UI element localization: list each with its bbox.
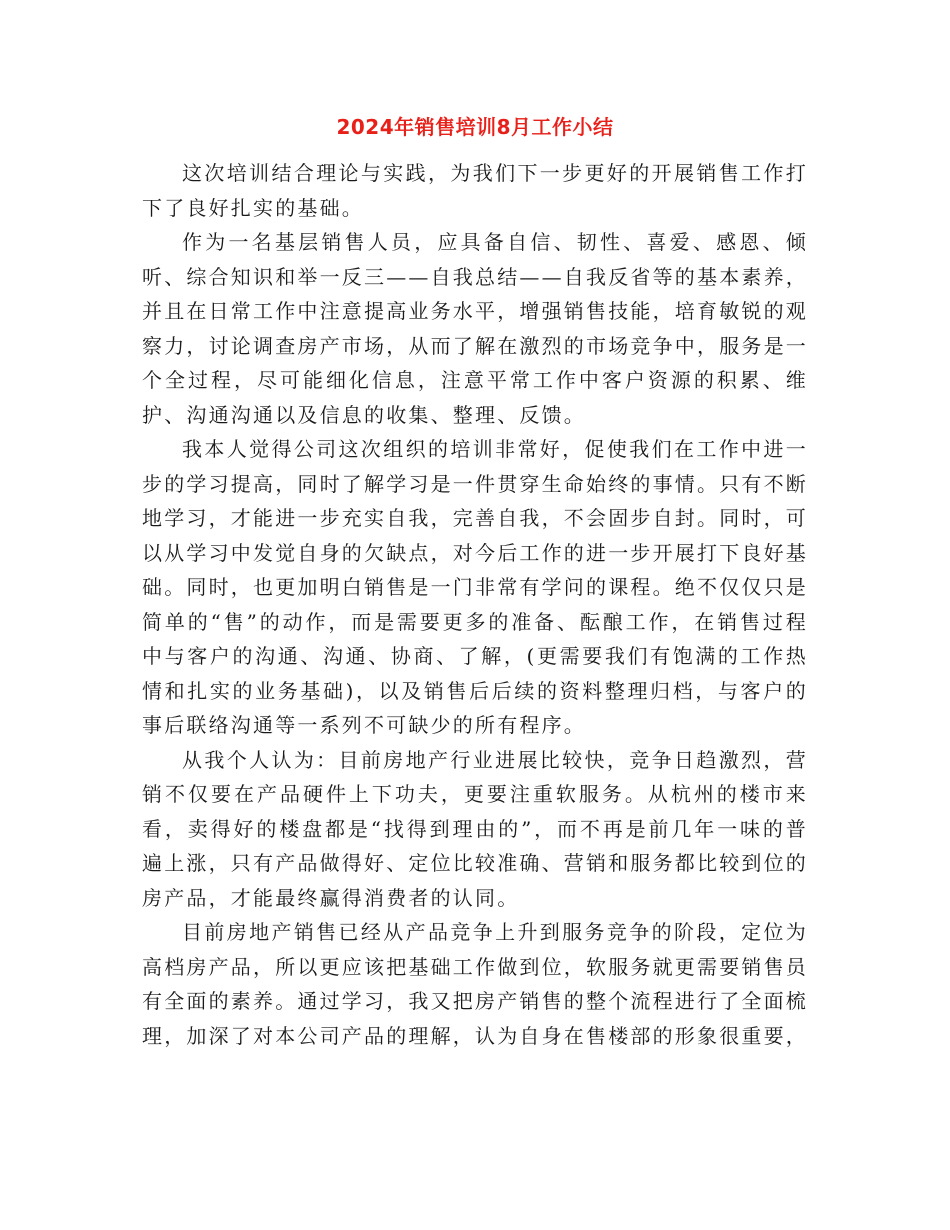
- document-title: 2024年销售培训8月工作小结: [336, 115, 614, 139]
- paragraph: 我本人觉得公司这次组织的培训非常好，促使我们在工作中进一步的学习提高，同时了解学习是一件贯穿生命始终的事情。只有不断地学习，才能进一步充实自我，完善自我，不会固步自封。同时，可以从学习中发觉自身的欠缺点，对今后工作的进一步开展打下良好基础。同时，也更加明白销售是一门非常有学问的课程。绝不仅仅只是简单的“售”的动作，而是需要更多的准备、酝酿工作，在销售过程中与客户的沟通、沟通、协商、了解，(更需要我们有饱满的工作热情和扎实的业务基础)，以及销售后后续的资料整理归档，与客户的事后联络沟通等一系列不可缺少的所有程序。: [142, 437, 808, 737]
- document-body: [142, 156, 808, 1053]
- paragraph: 作为一名基层销售人员，应具备自信、韧性、喜爱、感恩、倾听、综合知识和举一反三——自我总结——自我反省等的基本素养，并且在日常工作中注意提高业务水平，增强销售技能，培育敏锐的观察力，讨论调查房产市场，从而了解在激烈的市场竞争中，服务是一个全过程，尽可能细化信息，注意平常工作中客户资源的积累、维护、沟通沟通以及信息的收集、整理、反馈。: [142, 230, 808, 427]
- paragraph: 这次培训结合理论与实践，为我们下一步更好的开展销售工作打下了良好扎实的基础。: [142, 161, 808, 220]
- paragraph: 目前房地产销售已经从产品竞争上升到服务竞争的阶段，定位为高档房产品，所以更应该把基础工作做到位，软服务就更需要销售员有全面的素养。通过学习，我又把房产销售的整个流程进行了全面梳理，加深了对本公司产品的理解，认为自身在售楼部的形象很重要，: [142, 920, 808, 1048]
- paragraph: 从我个人认为：目前房地产行业进展比较快，竞争日趋激烈，营销不仅要在产品硬件上下功夫，更要注重软服务。从杭州的楼市来看，卖得好的楼盘都是“找得到理由的”，而不再是前几年一味的普遍上涨，只有产品做得好、定位比较准确、营销和服务都比较到位的房产品，才能最终赢得消费者的认同。: [142, 747, 808, 910]
